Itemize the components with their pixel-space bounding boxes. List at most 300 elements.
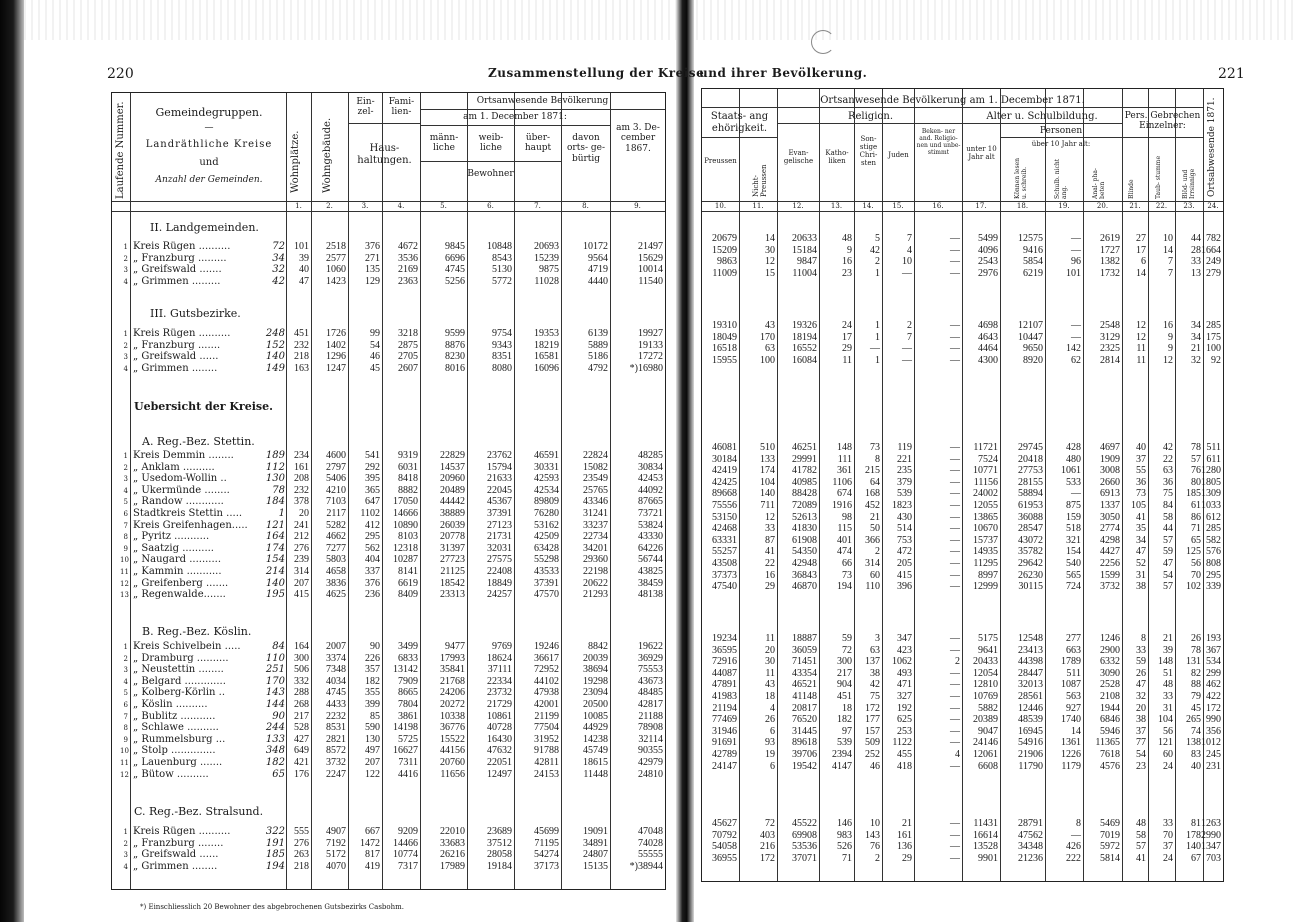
right-cell: 10 [870, 818, 880, 829]
left-cell: 10287 [393, 554, 418, 566]
ortsabwesende-header: Ortsabwesende 1871. [1207, 97, 1217, 197]
right-cell: 81 [1191, 818, 1201, 829]
row-gemeinde-count: 84 [272, 641, 285, 652]
right-cell: 2528 [1100, 679, 1120, 691]
right-cell: — [950, 442, 960, 453]
right-cell: 231 [1206, 760, 1221, 772]
left-cell: 7311 [398, 757, 418, 768]
right-cell: 34348 [1018, 841, 1043, 853]
row-number: 1 [123, 452, 128, 460]
left-cell: 271 [365, 252, 380, 264]
right-cell: 100 [760, 355, 775, 367]
right-cell: 178 [1186, 829, 1201, 841]
right-cell: 41 [765, 546, 775, 558]
left-cell: 9875 [539, 264, 559, 276]
row-name: „ Grimmen ........ [133, 860, 218, 872]
section-heading-gutsbezirke: III. Gutsbezirke. [150, 307, 241, 320]
left-cell: 497 [365, 745, 380, 757]
right-cell: 366 [865, 534, 880, 546]
right-cell: 7 [1168, 268, 1173, 280]
right-cell: 148 [837, 442, 852, 453]
right-cell: 37 [1163, 841, 1173, 853]
left-cell: 32114 [638, 733, 663, 745]
right-cell: 38 [1136, 581, 1146, 593]
right-cell: 70792 [712, 829, 737, 841]
left-cell: 44102 [534, 675, 559, 687]
left-cell: 45367 [487, 496, 512, 508]
right-cell: 154 [1066, 546, 1081, 558]
right-cell: 24146 [973, 737, 998, 749]
right-cell: 5469 [1100, 818, 1120, 829]
left-cell: 15794 [487, 461, 512, 473]
left-cell: 20693 [534, 241, 559, 252]
left-cell: 43330 [638, 531, 663, 543]
right-cell: — [950, 633, 960, 644]
right-cell: 4643 [978, 331, 998, 343]
right-cell: 18887 [792, 633, 817, 644]
right-cell: 30184 [712, 453, 737, 465]
right-cell: 36595 [712, 644, 737, 656]
right-cell: 471 [897, 679, 912, 691]
left-cell: 34201 [583, 542, 608, 554]
left-cell: 5282 [326, 519, 346, 531]
right-cell: 8997 [978, 569, 998, 581]
right-cell: 41782 [792, 465, 817, 477]
right-cell: 2990 [1201, 829, 1221, 841]
right-cell: 15209 [712, 244, 737, 256]
left-cell: 20272 [440, 699, 465, 710]
right-cell: 1280 [1201, 465, 1221, 477]
left-cell: 218 [294, 351, 309, 363]
right-cell: 462 [1206, 679, 1221, 691]
left-cell: 234 [294, 450, 309, 461]
right-cell: 2325 [1100, 343, 1120, 355]
right-cell: 4 [955, 749, 960, 760]
left-cell: 207 [365, 757, 380, 768]
right-cell: 6332 [1100, 656, 1120, 668]
row-number: 3 [123, 851, 128, 860]
left-cell: 241 [294, 519, 309, 531]
right-cell: 96 [1071, 256, 1081, 268]
right-cell: — [950, 852, 960, 864]
right-cell: 89668 [712, 488, 737, 500]
right-cell: 875 [1066, 500, 1081, 511]
right-cell: 4698 [978, 320, 998, 331]
row-name: „ Köslin .......... [133, 699, 208, 710]
row-name: „ Stolp .............. [133, 745, 216, 757]
right-cell: — [870, 343, 880, 355]
right-cell: 26230 [1018, 569, 1043, 581]
right-cell: 12107 [1018, 320, 1043, 331]
right-cell: — [1071, 331, 1081, 343]
right-cell: 415 [897, 569, 912, 581]
left-cell: 6031 [398, 461, 418, 473]
left-cell: 29360 [583, 554, 608, 566]
left-cell: 19091 [583, 826, 608, 837]
gemeindegruppen-header: Gemeindegruppen. [155, 106, 263, 119]
right-cell: 27753 [1018, 465, 1043, 477]
right-cell: 13865 [973, 511, 998, 523]
right-cell: 990 [1206, 714, 1221, 726]
running-head-left: Zusammenstellung der Kreise [488, 66, 705, 80]
left-cell: 26216 [440, 849, 465, 861]
right-cell: 663 [1066, 644, 1081, 656]
right-column-number: 14. [862, 202, 874, 210]
right-cell: 19310 [712, 320, 737, 331]
right-cell: 430 [897, 511, 912, 523]
row-gemeinde-count: 112 [265, 461, 285, 473]
left-cell: 7909 [398, 675, 418, 687]
left-cell: 2117 [326, 508, 346, 519]
right-cell: 221 [897, 453, 912, 465]
right-cell: — [950, 558, 960, 569]
left-cell: 2705 [398, 351, 418, 363]
right-cell: 12810 [973, 679, 998, 691]
right-cell: 82 [1191, 667, 1201, 679]
right-cell: 511 [1206, 442, 1221, 453]
row-number: 9 [123, 735, 128, 744]
left-cell: 17989 [440, 860, 465, 872]
row-gemeinde-count: 248 [265, 328, 285, 339]
right-cell: 20433 [973, 656, 998, 668]
left-cell: 161 [294, 461, 309, 473]
right-cell: 21 [870, 511, 880, 523]
right-cell: 14935 [973, 546, 998, 558]
left-cell: 56744 [638, 554, 663, 566]
right-cell: 356 [1206, 725, 1221, 737]
left-cell: 42001 [534, 699, 559, 710]
footnote: *) Einschliesslich 20 Bewohner des abgebrochenen Gutsbezirks Casbohm. [140, 903, 404, 911]
left-cell: 45 [370, 363, 380, 375]
left-cell: 54 [370, 339, 380, 351]
right-cell: 43 [765, 320, 775, 331]
right-cell: 29 [902, 852, 912, 864]
right-cell: 10670 [973, 523, 998, 535]
right-cell: — [950, 511, 960, 523]
right-cell: 10769 [973, 691, 998, 702]
left-cell: 2232 [326, 710, 346, 722]
right-cell: 12061 [973, 749, 998, 760]
religion-header: Religion. [847, 111, 894, 122]
row-gemeinde-count: 143 [265, 687, 285, 699]
row-gemeinde-count: 154 [265, 554, 285, 566]
right-cell: 19326 [792, 320, 817, 331]
row-gemeinde-count: 174 [265, 542, 285, 554]
left-cell: 99 [370, 328, 380, 339]
row-number: 1 [123, 828, 128, 836]
left-cell: 4433 [326, 699, 346, 710]
right-cell: 327 [897, 691, 912, 702]
right-cell: 133 [760, 453, 775, 465]
section-heading-stralsund: C. Reg.-Bez. Stralsund. [134, 805, 264, 818]
left-cell: 42811 [534, 757, 559, 768]
right-cell: 47891 [712, 679, 737, 691]
right-cell: 45522 [792, 818, 817, 829]
right-cell: 131 [1186, 656, 1201, 668]
row-number: 7 [123, 712, 128, 721]
right-cell: 12999 [973, 581, 998, 593]
left-cell: 53824 [638, 519, 663, 531]
right-cell: 396 [897, 581, 912, 593]
right-cell: 20817 [792, 702, 817, 714]
right-cell: 4300 [978, 355, 998, 367]
right-cell: 14 [1163, 244, 1173, 256]
left-cell: 8842 [588, 641, 608, 652]
left-cell: 19298 [583, 675, 608, 687]
right-cell: 177 [865, 714, 880, 726]
right-cell: 148 [1158, 656, 1173, 668]
left-cell: 17993 [440, 652, 465, 664]
left-cell: 8103 [398, 531, 418, 543]
left-table: Laufende Nummer. Gemeindegruppen. — Landräthliche Kreise und Anzahl der Gemeinden. Wohnplätze. Wohngebäude. Ein- zel- Fami- lien- Haus- haltungen. Ortsanwesende Bevölkerung am 1. December 1871: männ- liche weib- liche über- haupt Bewohner davon orts- ge- bürtig am 3. De- cember 1867. 1. 2. 3. 4. 5. 6. 7. 8. 9. II. Landgemeinden. III. Gutsbezirke. Uebersicht der Kreise. A. Reg.-Bez. Stettin. B. Reg.-Bez. Köslin. C. Reg.-Bez. Stralsund. 1 Kreis Rügen .......... 72 101 2518 376 4672 9845 10848 20693 10172 21497 2 „ Franzburg ......... 34 39 2577 271 3536 6696 8543 15239 9564 15629 3 „ Greifswald ....... 32 40 1060 135 2169 4745 5130 9875 4719 10014 4 „ Grimmen ......... 42 47 1423 129 2363 5256 5772 11028 4440 11540 1 Kreis Rügen .......... 248 451 1726 99 3218 9599 9754 19353 6139 19927 2 „ Franzburg ....... 152 232 1402 54 2875 8876 9343 18219 5889 19133 3 „ Greifswald ...... 140 218 1296 46 2705 8230 8351 16581 5186 17272 4 „ Grimmen ........ 149 163 1247 45 2607 8016 8080 16096 4792 *)16980 1 Kreis Demmin ........ 189 234 4600 541 9319 22829 23762 46591 22824 48285 2 „ Anklam .......... 112 161 2797 292 6031 14537 15794 30331 15082 30834 3 „ Usedom-Wollin .. 130 208 5406 395 8418 20960 21633 42593 23549 42453 4 „ Ukermünde ........ 78 232 4210 365 8882 20489 22045 42534 25765 44092 5 „ Randow ............ 184 378 7103 647 17050 44442 45367 89809 43346 87665 6 Stadtkreis Stettin ..... 1 20 2117 1102 14666 38889 37391 76280 31241 73721 7 Kreis Greifenhagen..... 121 241 5282 412 10890 26039 27123 53162 33237 53824 8 „ Pyritz ........... 164 212 4662 295 8103 20778 21731 42509 22734 43330 9 „ Saatzig .......... 174 276 7277 562 12318 31397 32031 63428 34201 64226 10 „ Naugard .......... 154 239 5803 404 10287 27723 27575 55298 29360 56744 11 „ Kammin ........... 214 314 4658 337 8141 21125 22408 43533 22198 43825 12 „ Greifenberg ....... 140 207 3836 376 6619 18542 18849 37391 20622 38459 13 „ Regenwalde....... 195 415 4625 236 8409 23313 24257 47570 21293 48138 1 Kreis Schivelbein ..... 84 164 2007 90 3499 9477 9769 19246 8842 19622 2 „ Dramburg .......... 110 300 3374 226 6833 17993 18624 36617 20039 36929 3 „ Neustettin ........ 251 506 7348 357 13142 35841 37111 72952 38694 75553 4 „ Belgard ............. 170 332 4034 182 7909 21768 22334 44102 19298 43673 5 „ Kolberg-Körlin .. 143 288 4745 355 8665 24206 23732 47938 23094 48485 6 „ Köslin .......... 144 268 4433 399 7804 20272 21729 42001 20500 42817 7 „ Bublitz ........... 90 217 2232 85 3861 10338 10861 21199 10085 21188 8 „ Schlawe .......... 244 528 8531 590 14198 36776 40728 77504 44929 78908 9 „ Rummelsburg ... 133 427 2821 130 5725 15522 16430 31952 14238 32114 10 „ Stolp .............. 348 649 8572 497 16627 44156 47632 91788 45749 90355 11 „ Lauenburg ....... 182 421 3732 207 7311 20760 22051 42811 18615 42979 12 „ Bütow .......... 65 176 2247 122 4416 11656 12497 24153 11448 24810 1 Kreis Rügen .......... 322 555 4907 667 9209 22010 23689 45699 19091 47048 2 „ Franzburg ........ 191 276 7192 1472 14466 33683 37512 71195 34891 74028 3 „ Greifswald ...... 185 263 5172 817 10774 26216 28058 54274 24807 55555 4 „ Grimmen ........ 194 218 4070 419 7317 17989 19184 37173 15135 *)38944 [111, 92, 666, 890]
right-cell: 75 [870, 691, 880, 702]
left-cell: 44156 [440, 745, 465, 757]
right-cell: 54350 [792, 546, 817, 558]
bekenner-header: Beken- ner and. Religio- nen und unbe- stimmt [916, 128, 961, 156]
right-cell: 10 [902, 256, 912, 268]
right-cell: 295 [1206, 569, 1221, 581]
right-cell: 1246 [1100, 633, 1120, 644]
right-cell: 58894 [1018, 488, 1043, 500]
right-cell: 54 [1136, 749, 1146, 760]
right-cell: 26 [1191, 633, 1201, 644]
right-cell: 54916 [1018, 737, 1043, 749]
right-cell: 625 [897, 714, 912, 726]
left-cell: 55298 [534, 554, 559, 566]
right-cell: — [1071, 233, 1081, 244]
right-cell: 418 [897, 760, 912, 772]
right-cell: 12548 [1018, 633, 1043, 644]
right-cell: 539 [837, 737, 852, 749]
right-cell: 73 [842, 569, 852, 581]
right-cell: 46081 [712, 442, 737, 453]
row-number: 2 [123, 463, 128, 472]
right-cell: — [902, 343, 912, 355]
right-cell: 75556 [712, 500, 737, 511]
left-cell: *)16980 [629, 363, 663, 375]
right-cell: — [950, 244, 960, 256]
right-cell: 168 [865, 488, 880, 500]
right-cell: 428 [1066, 442, 1081, 453]
right-cell: 1309 [1201, 488, 1221, 500]
right-cell: 19234 [712, 633, 737, 644]
left-cell: 33683 [440, 837, 465, 849]
right-cell: 28155 [1018, 476, 1043, 488]
right-cell: 87 [765, 534, 775, 546]
right-cell: 426 [1066, 841, 1081, 853]
right-cell: 518 [1066, 523, 1081, 535]
right-cell: 1 [875, 268, 880, 280]
left-cell: 40728 [487, 722, 512, 734]
right-cell: 12 [1136, 320, 1146, 331]
right-cell: 43354 [792, 667, 817, 679]
right-cell: 526 [837, 841, 852, 853]
left-cell: 332 [294, 675, 309, 687]
right-cell: — [950, 523, 960, 535]
left-cell: 16581 [534, 351, 559, 363]
right-cell: 16 [1163, 320, 1173, 331]
left-cell: 357 [365, 664, 380, 676]
right-cell: 60 [1163, 749, 1173, 760]
right-cell: 35782 [1018, 546, 1043, 558]
left-cell: 39 [299, 252, 309, 264]
left-cell: 404 [365, 554, 380, 566]
left-cell: 667 [365, 826, 380, 837]
right-cell: — [1071, 244, 1081, 256]
right-cell: 22 [1163, 453, 1173, 465]
left-cell: 24810 [638, 768, 663, 780]
right-cell: 93 [765, 737, 775, 749]
right-cell: 79 [1191, 691, 1201, 702]
right-cell: 23 [1136, 760, 1146, 772]
left-cell: 10861 [487, 710, 512, 722]
right-cell: 33 [1191, 256, 1201, 268]
left-cell: 43825 [638, 566, 663, 577]
right-cell: 403 [760, 829, 775, 841]
left-cell: 36617 [534, 652, 559, 664]
left-cell: 14466 [393, 837, 418, 849]
right-cell: 142 [1066, 343, 1081, 355]
right-cell: 40 [1136, 442, 1146, 453]
row-number: 1 [123, 330, 128, 338]
right-cell: 104 [1158, 714, 1173, 726]
left-cell: 16430 [487, 733, 512, 745]
right-cell: 89618 [792, 737, 817, 749]
right-cell: 7 [1168, 256, 1173, 268]
right-cell: 4147 [832, 760, 852, 772]
left-cell: 21125 [440, 566, 465, 577]
right-cell: 6 [1141, 256, 1146, 268]
left-cell: 22829 [440, 450, 465, 461]
page-number-left: 220 [107, 66, 134, 82]
left-cell: 5725 [398, 733, 418, 745]
left-cell: 78908 [638, 722, 663, 734]
right-cell: 4298 [1100, 534, 1120, 546]
left-cell: 53162 [534, 519, 559, 531]
right-cell: 34 [1136, 534, 1146, 546]
right-cell: 33 [1136, 644, 1146, 656]
right-cell: 42 [870, 679, 880, 691]
right-cell: 9416 [1023, 244, 1043, 256]
right-cell: 1823 [892, 500, 912, 511]
right-cell: 28561 [1018, 691, 1043, 702]
left-cell: 300 [294, 652, 309, 664]
right-cell: 509 [865, 737, 880, 749]
right-cell: 534 [1206, 656, 1221, 668]
left-cell: 12497 [487, 768, 512, 780]
left-cell: 5406 [326, 473, 346, 485]
row-name: „ Greifswald ...... [133, 849, 219, 861]
right-cell: 15955 [712, 355, 737, 367]
left-cell: 37173 [534, 860, 559, 872]
right-cell: 36843 [792, 569, 817, 581]
right-cell: 15184 [792, 244, 817, 256]
left-cell: 75553 [638, 664, 663, 676]
right-cell: 76520 [792, 714, 817, 726]
row-gemeinde-count: 90 [272, 710, 285, 722]
right-cell: 63331 [712, 534, 737, 546]
einzel-header: Ein- zel- [356, 97, 375, 118]
left-cell: 54274 [534, 849, 559, 861]
left-cell: 38694 [583, 664, 608, 676]
right-cell: — [950, 256, 960, 268]
left-cell: 5130 [492, 264, 512, 276]
right-cell: 83 [1191, 749, 1201, 760]
left-cell: 42509 [534, 531, 559, 543]
left-cell: 7348 [326, 664, 346, 676]
right-cell: 1 [875, 320, 880, 331]
right-cell: 32 [1191, 355, 1201, 367]
right-cell: 10771 [973, 465, 998, 477]
left-cell: 355 [365, 687, 380, 699]
row-number: 3 [123, 475, 128, 484]
row-name: „ Regenwalde....... [133, 589, 226, 601]
row-gemeinde-count: 182 [265, 757, 285, 768]
right-cell: 19542 [792, 760, 817, 772]
left-cell: 21293 [583, 589, 608, 601]
right-cell: 115 [837, 523, 852, 535]
staatsangehoerigkeit-header: Staats- ang ehörigkeit. [710, 111, 769, 134]
left-cell: 35841 [440, 664, 465, 676]
right-cell: — [950, 546, 960, 558]
left-cell: 15629 [638, 252, 663, 264]
right-cell: 1909 [1100, 453, 1120, 465]
left-cell: 34891 [583, 837, 608, 849]
right-cell: 14 [1136, 268, 1146, 280]
right-cell: 474 [837, 546, 852, 558]
right-cell: 32 [1136, 691, 1146, 702]
right-cell: 17 [842, 331, 852, 343]
right-cell: 34 [1191, 331, 1201, 343]
row-gemeinde-count: 152 [265, 339, 285, 351]
right-cell: 1106 [832, 476, 852, 488]
right-cell: 2900 [1100, 644, 1120, 656]
right-cell: 1347 [1201, 841, 1221, 853]
right-cell: 77469 [712, 714, 737, 726]
left-cell: 4792 [588, 363, 608, 375]
left-cell: 31952 [534, 733, 559, 745]
left-cell: 4416 [398, 768, 418, 780]
right-cell: 121 [1158, 737, 1173, 749]
left-cell: 42817 [638, 699, 663, 710]
right-cell: 42948 [792, 558, 817, 569]
right-cell: 62 [1071, 355, 1081, 367]
left-cell: 20622 [583, 577, 608, 589]
row-name: „ Saatzig .......... [133, 542, 214, 554]
right-cell: 182 [837, 714, 852, 726]
haushaltungen-header: Haus- haltungen. [357, 143, 412, 166]
left-cell: 506 [294, 664, 309, 676]
row-name: „ Lauenburg ....... [133, 757, 223, 768]
right-cell: 18 [842, 702, 852, 714]
left-cell: 19133 [638, 339, 663, 351]
right-cell: — [950, 331, 960, 343]
left-cell: 44092 [638, 484, 663, 496]
left-cell: 2363 [398, 276, 418, 288]
right-cell: 514 [897, 523, 912, 535]
row-number: 8 [123, 533, 128, 542]
right-cell: 69908 [792, 829, 817, 841]
right-cell: 10 [1163, 233, 1173, 244]
right-cell: 72089 [792, 500, 817, 511]
right-cell: 9650 [1023, 343, 1043, 355]
row-gemeinde-count: 244 [265, 722, 285, 734]
left-cell: 176 [294, 768, 309, 780]
right-cell: 472 [897, 546, 912, 558]
right-cell: 58 [1136, 829, 1146, 841]
right-cell: 1599 [1100, 569, 1120, 581]
right-cell: 31 [1136, 569, 1146, 581]
